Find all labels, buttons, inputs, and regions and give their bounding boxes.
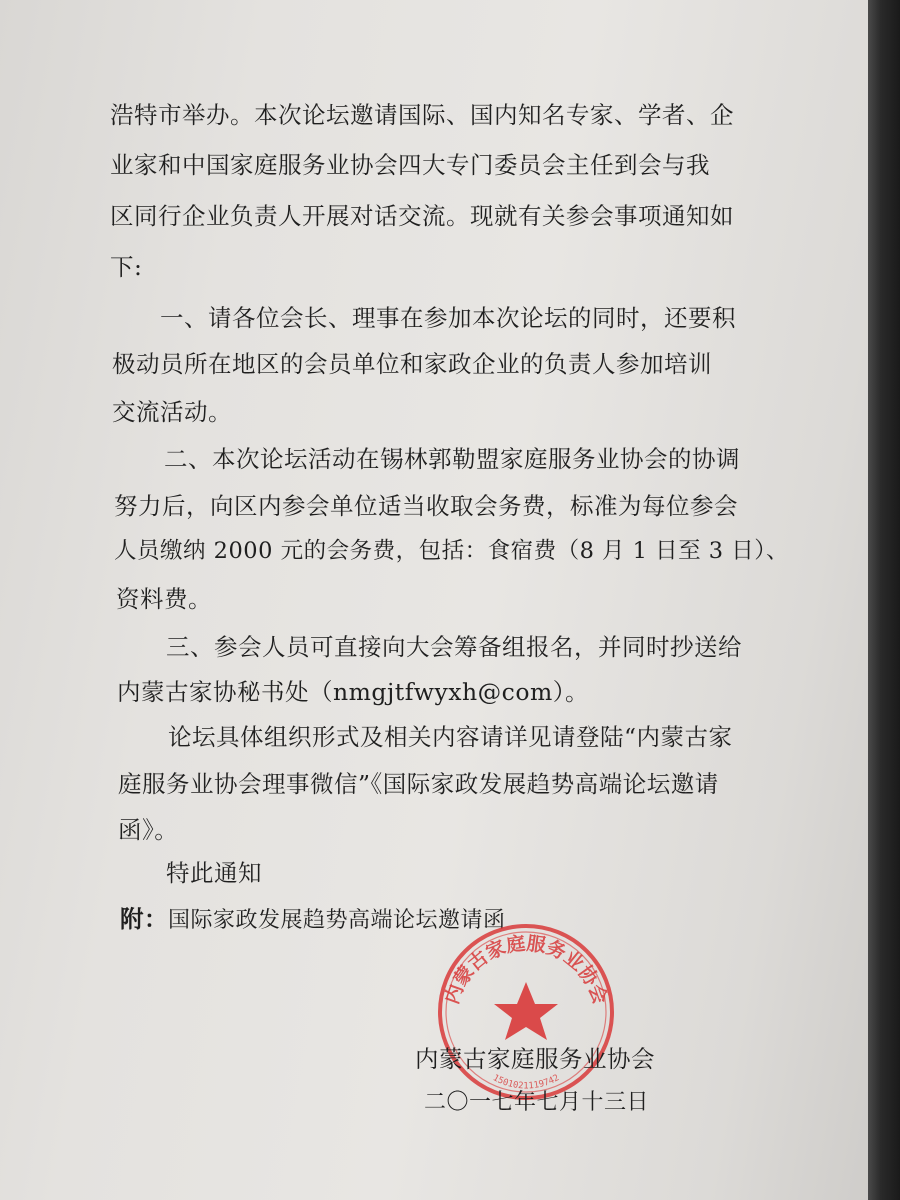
- paragraph-line: 二、本次论坛活动在锡林郭勒盟家庭服务业协会的协调: [164, 445, 740, 473]
- paragraph-line: 函》。: [118, 816, 179, 844]
- paragraph-line: 三、参会人员可直接向大会筹备组报名，并同时抄送给: [166, 633, 742, 661]
- attachment-label: 附：: [120, 905, 168, 933]
- paragraph-line: 极动员所在地区的会员单位和家政企业的负责人参加培训: [112, 350, 712, 378]
- closing-line: 特此通知: [166, 859, 262, 887]
- paragraph-line: 内蒙古家协秘书处（nmgjtfwyxh@com）。: [117, 678, 590, 706]
- paragraph-line: 一、请各位会长、理事在参加本次论坛的同时，还要积: [160, 304, 736, 332]
- paragraph-line: 区同行企业负责人开展对话交流。现就有关参会事项通知如: [110, 202, 734, 230]
- attachment-text: 国际家政发展趋势高端论坛邀请函: [168, 908, 506, 933]
- paragraph-line: 业家和中国家庭服务业协会四大专门委员会主任到会与我: [110, 151, 710, 179]
- paragraph-line: 交流活动。: [112, 398, 232, 426]
- seal-arc-text: 内蒙古家庭服务业协会: [440, 932, 612, 1007]
- signature-date: 二〇一七年七月十三日: [424, 1090, 650, 1115]
- paragraph-line: 论坛具体组织形式及相关内容请详见请登陆“内蒙古家: [168, 723, 733, 751]
- seal-number: 1501021119742: [490, 1073, 562, 1092]
- signature-organization: 内蒙古家庭服务业协会: [415, 1045, 655, 1073]
- paragraph-line: 庭服务业协会理事微信”《国际家政发展趋势高端论坛邀请: [118, 770, 719, 798]
- desk-edge: [868, 0, 900, 1200]
- paragraph-line: 浩特市举办。本次论坛邀请国际、国内知名专家、学者、企: [110, 101, 734, 129]
- seal-star: [494, 982, 558, 1040]
- paragraph-line: 人员缴纳 2000 元的会务费，包括：食宿费（8 月 1 日至 3 日）、: [114, 538, 790, 564]
- paragraph-line: 努力后，向区内参会单位适当收取会务费，标准为每位参会: [114, 492, 738, 520]
- paragraph-line: 下:: [110, 253, 143, 281]
- paragraph-line: 资料费。: [116, 585, 212, 613]
